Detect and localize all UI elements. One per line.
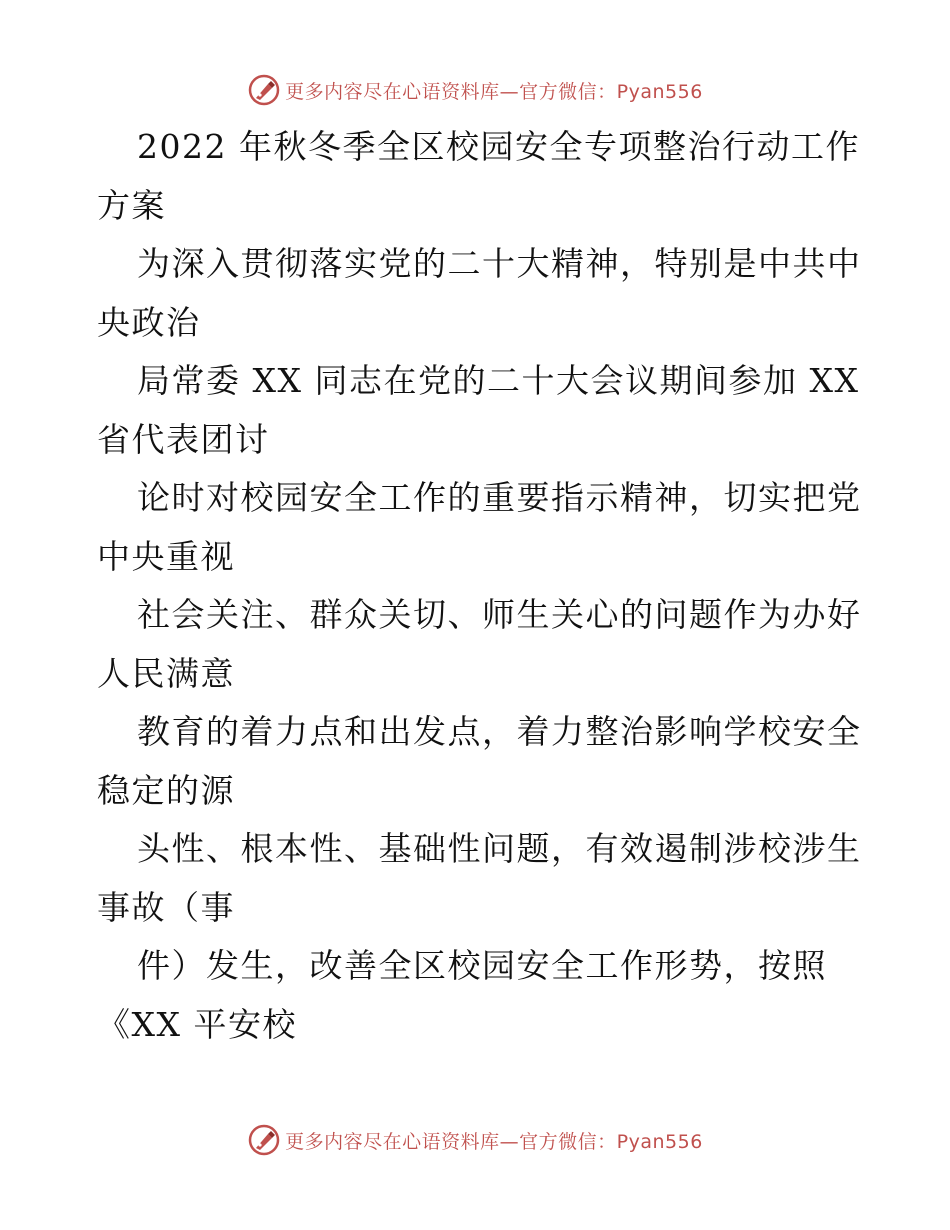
document-line: 教育的着力点和出发点，着力整治影响学校安全 [137, 712, 862, 751]
document-line: 央政治 [97, 302, 201, 342]
document-line: 方案 [97, 185, 166, 225]
document-line: 社会关注、群众关切、师生关心的问题作为办好 [137, 595, 862, 634]
document-line: 人民满意 [97, 653, 235, 693]
document-line: 头性、根本性、基础性问题，有效遏制涉校涉生 [137, 829, 862, 868]
pen-nib-logo-icon [247, 73, 281, 107]
document-body [97, 118, 862, 1054]
document-line: 中央重视 [97, 536, 235, 576]
document-line: 2022 年秋冬季全区校园安全专项整治行动工作 [137, 127, 860, 166]
document-line: 事故（事 [97, 887, 235, 927]
banner-text: 更多内容尽在心语资料库—官方微信：Pyan556 [285, 1130, 703, 1153]
document-line: 稳定的源 [97, 770, 235, 810]
footer-banner [0, 1120, 950, 1160]
document-line: 《XX 平安校 [97, 1004, 297, 1044]
banner-text: 更多内容尽在心语资料库—官方微信：Pyan556 [285, 80, 703, 103]
document-line: 件）发生，改善全区校园安全工作形势，按照 [137, 946, 827, 985]
document-line: 为深入贯彻落实党的二十大精神，特别是中共中 [137, 244, 862, 283]
document-line: 论时对校园安全工作的重要指示精神，切实把党 [137, 478, 862, 517]
header-banner [0, 70, 950, 110]
document-line: 省代表团讨 [97, 419, 270, 459]
pen-nib-logo-icon [247, 1123, 281, 1157]
document-line: 局常委 XX 同志在党的二十大会议期间参加 XX [137, 361, 860, 400]
